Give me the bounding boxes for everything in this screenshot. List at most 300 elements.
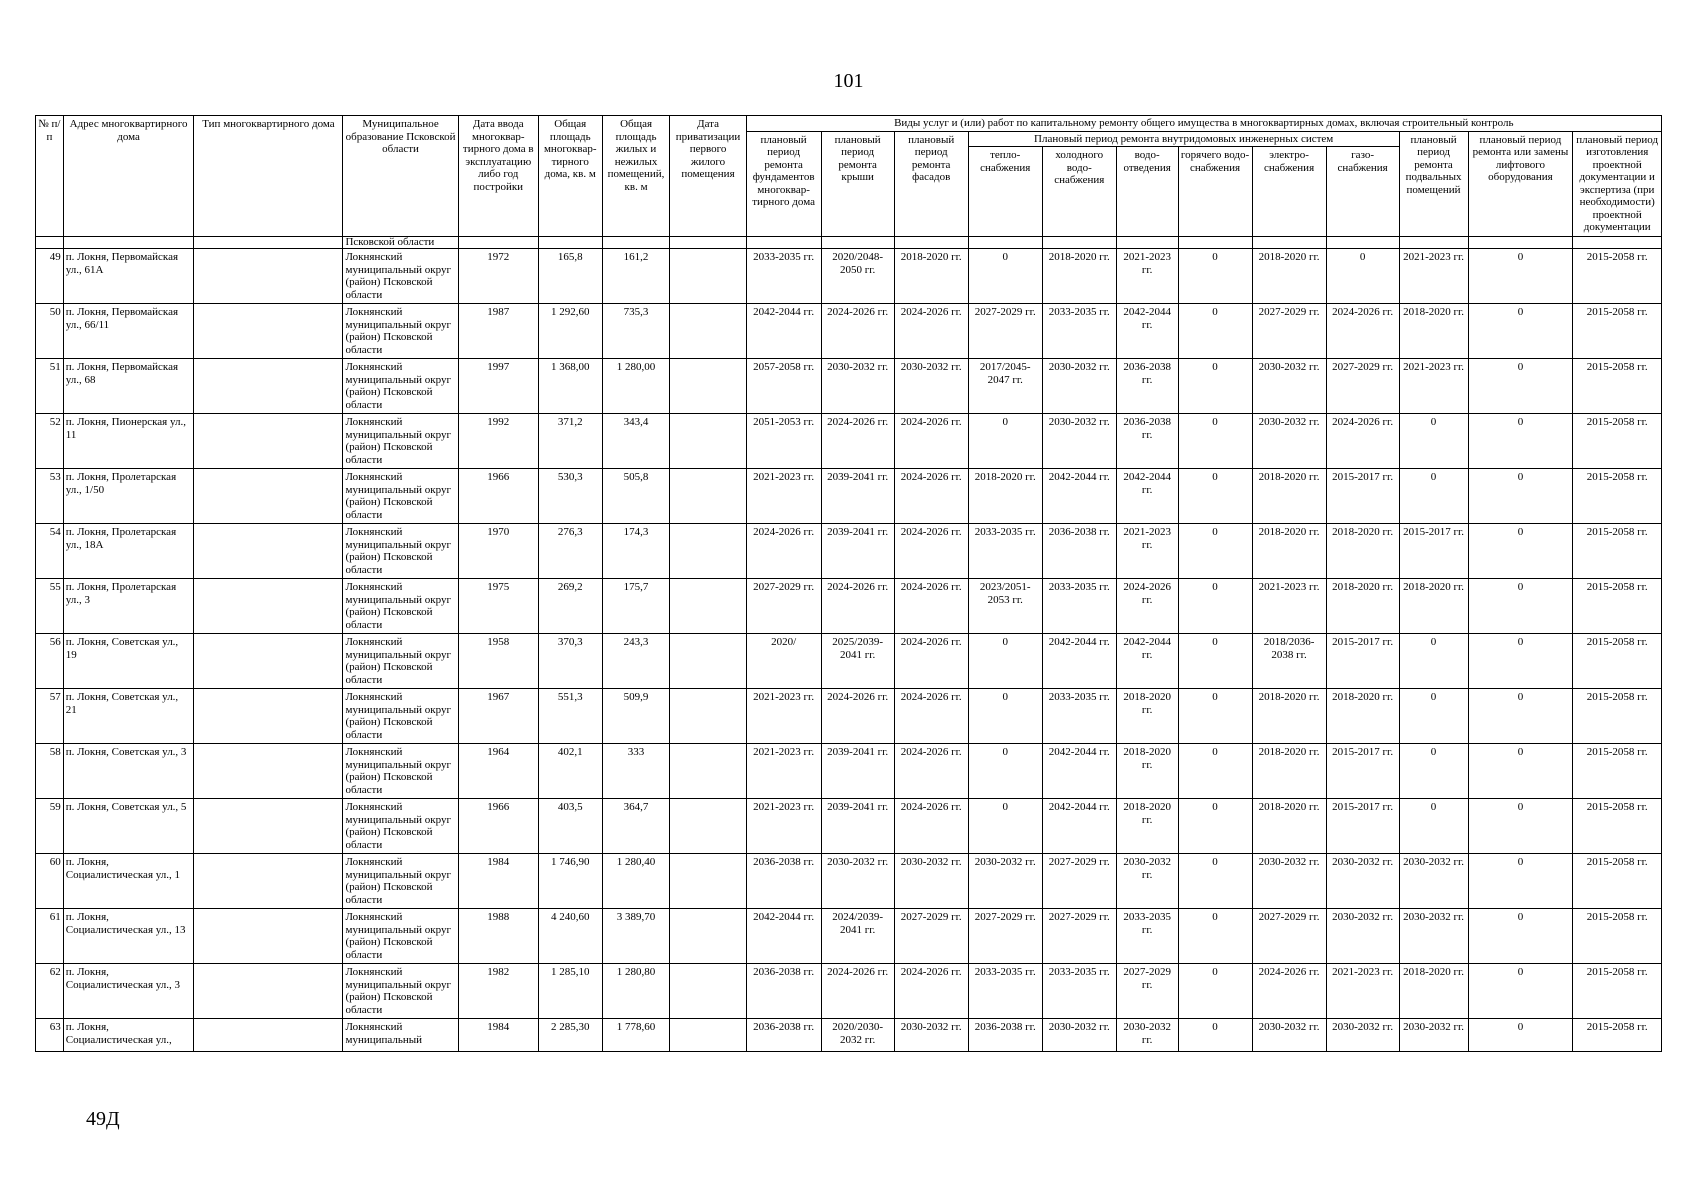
address-cell: п. Локня, Социалистическая ул., 3 xyxy=(63,964,194,1019)
municipality-cell: Локнянский муниципальный округ (район) Псковской области xyxy=(343,744,458,799)
cold-water-cell: 2030-2032 гг. xyxy=(1042,1019,1116,1052)
gas-cell: 2027-2029 гг. xyxy=(1326,359,1399,414)
row-number: 57 xyxy=(36,689,64,744)
heat-cell: 0 xyxy=(968,249,1042,304)
row-number: 61 xyxy=(36,909,64,964)
type-cell xyxy=(194,744,343,799)
type-cell xyxy=(194,909,343,964)
table-row xyxy=(36,469,1662,524)
header-hot-water: горячего водо-снабжения xyxy=(1178,147,1252,237)
hot-water-cell: 0 xyxy=(1178,634,1252,689)
total-area-cell: 1 285,10 xyxy=(538,964,602,1019)
row-number: 54 xyxy=(36,524,64,579)
roof-cell: 2024/2039-2041 гг. xyxy=(821,909,894,964)
total-area-cell: 370,3 xyxy=(538,634,602,689)
hot-water-cell: 0 xyxy=(1178,524,1252,579)
drainage-cell: 2024-2026 гг. xyxy=(1116,579,1178,634)
facade-cell: 2024-2026 гг. xyxy=(894,579,968,634)
address-cell: п. Локня, Первомайская ул., 61А xyxy=(63,249,194,304)
header-num: № п/п xyxy=(36,116,64,237)
heat-cell: 0 xyxy=(968,414,1042,469)
cold-water-cell: 2033-2035 гг. xyxy=(1042,579,1116,634)
privatization-cell xyxy=(670,689,746,744)
foundation-cell: 2024-2026 гг. xyxy=(746,524,821,579)
header-heat: тепло-снабжения xyxy=(968,147,1042,237)
cold-water-cell: 2036-2038 гг. xyxy=(1042,524,1116,579)
design-cell: 2015-2058 гг. xyxy=(1573,414,1662,469)
foundation-cell: 2021-2023 гг. xyxy=(746,469,821,524)
total-area-cell: 1 746,90 xyxy=(538,854,602,909)
header-basement: плановый период ремонта подвальных помещений xyxy=(1399,131,1468,237)
municipality-cell: Локнянский муниципальный округ (район) Псковской области xyxy=(343,249,458,304)
basement-cell: 0 xyxy=(1399,469,1468,524)
elevator-cell: 0 xyxy=(1468,469,1573,524)
drainage-cell: 2030-2032 гг. xyxy=(1116,1019,1178,1052)
drainage-cell: 2021-2023 гг. xyxy=(1116,524,1178,579)
roof-cell: 2024-2026 гг. xyxy=(821,689,894,744)
roof-cell: 2039-2041 гг. xyxy=(821,469,894,524)
date-cell: 1992 xyxy=(458,414,538,469)
roof-cell: 2024-2026 гг. xyxy=(821,414,894,469)
total-area-cell: 4 240,60 xyxy=(538,909,602,964)
table-row xyxy=(36,249,1662,304)
municipality-cell: Локнянский муниципальный округ (район) Псковской области xyxy=(343,964,458,1019)
row-number: 49 xyxy=(36,249,64,304)
total-area-cell: 371,2 xyxy=(538,414,602,469)
type-cell xyxy=(194,469,343,524)
header-foundation: плановый период ремонта фундаментов многоквар-тирного дома xyxy=(746,131,821,237)
municipality-cell: Локнянский муниципальный округ (район) Псковской области xyxy=(343,799,458,854)
gas-cell: 2018-2020 гг. xyxy=(1326,579,1399,634)
row-number: 52 xyxy=(36,414,64,469)
living-area-cell: 333 xyxy=(602,744,670,799)
heat-cell: 2018-2020 гг. xyxy=(968,469,1042,524)
table-row xyxy=(36,524,1662,579)
basement-cell: 2030-2032 гг. xyxy=(1399,854,1468,909)
header-municipality: Муниципальное образование Псковской области xyxy=(343,116,458,237)
hot-water-cell: 0 xyxy=(1178,854,1252,909)
facade-cell: 2027-2029 гг. xyxy=(894,909,968,964)
foundation-cell: 2027-2029 гг. xyxy=(746,579,821,634)
row-number: 53 xyxy=(36,469,64,524)
type-cell xyxy=(194,799,343,854)
drainage-cell: 2042-2044 гг. xyxy=(1116,304,1178,359)
type-cell xyxy=(194,524,343,579)
table-body xyxy=(36,237,1662,1052)
heat-cell: 2033-2035 гг. xyxy=(968,524,1042,579)
design-cell: 2015-2058 гг. xyxy=(1573,799,1662,854)
drainage-cell: 2036-2038 гг. xyxy=(1116,359,1178,414)
hot-water-cell: 0 xyxy=(1178,414,1252,469)
foundation-cell: 2021-2023 гг. xyxy=(746,689,821,744)
gas-cell: 2015-2017 гг. xyxy=(1326,634,1399,689)
table-row xyxy=(36,579,1662,634)
basement-cell: 0 xyxy=(1399,689,1468,744)
basement-cell: 2021-2023 гг. xyxy=(1399,359,1468,414)
electric-cell: 2027-2029 гг. xyxy=(1252,304,1326,359)
drainage-cell: 2042-2044 гг. xyxy=(1116,634,1178,689)
date-cell: 1972 xyxy=(458,249,538,304)
electric-cell: 2018-2020 гг. xyxy=(1252,689,1326,744)
header-type: Тип многоквартирного дома xyxy=(194,116,343,237)
foundation-cell: 2051-2053 гг. xyxy=(746,414,821,469)
foundation-cell: 2036-2038 гг. xyxy=(746,964,821,1019)
drainage-cell: 2042-2044 гг. xyxy=(1116,469,1178,524)
gas-cell: 2030-2032 гг. xyxy=(1326,854,1399,909)
address-cell: п. Локня, Советская ул., 3 xyxy=(63,744,194,799)
address-cell: п. Локня, Первомайская ул., 68 xyxy=(63,359,194,414)
basement-cell: 2030-2032 гг. xyxy=(1399,909,1468,964)
living-area-cell: 1 280,80 xyxy=(602,964,670,1019)
living-area-cell: 174,3 xyxy=(602,524,670,579)
elevator-cell: 0 xyxy=(1468,414,1573,469)
cold-water-cell: 2030-2032 гг. xyxy=(1042,414,1116,469)
living-area-cell: 364,7 xyxy=(602,799,670,854)
total-area-cell: 403,5 xyxy=(538,799,602,854)
heat-cell: 0 xyxy=(968,634,1042,689)
municipality-cell: Локнянский муниципальный округ (район) Псковской области xyxy=(343,689,458,744)
privatization-cell xyxy=(670,744,746,799)
electric-cell: 2018-2020 гг. xyxy=(1252,249,1326,304)
electric-cell: 2030-2032 гг. xyxy=(1252,414,1326,469)
drainage-cell: 2018-2020 гг. xyxy=(1116,744,1178,799)
privatization-cell xyxy=(670,414,746,469)
type-cell xyxy=(194,854,343,909)
header-living-area: Общая площадь жилых и нежилых помещений, кв. м xyxy=(602,116,670,237)
facade-cell: 2018-2020 гг. xyxy=(894,249,968,304)
table-row xyxy=(36,964,1662,1019)
design-cell: 2015-2058 гг. xyxy=(1573,1019,1662,1052)
basement-cell: 2018-2020 гг. xyxy=(1399,964,1468,1019)
heat-cell: 2033-2035 гг. xyxy=(968,964,1042,1019)
table-row xyxy=(36,854,1662,909)
municipality-cell: Локнянский муниципальный округ (район) Псковской области xyxy=(343,854,458,909)
foundation-cell: 2042-2044 гг. xyxy=(746,909,821,964)
header-cold-water: холодного водо-снабжения xyxy=(1042,147,1116,237)
date-cell: 1984 xyxy=(458,1019,538,1052)
roof-cell: 2020/2030-2032 гг. xyxy=(821,1019,894,1052)
elevator-cell: 0 xyxy=(1468,579,1573,634)
cold-water-cell: 2018-2020 гг. xyxy=(1042,249,1116,304)
hot-water-cell: 0 xyxy=(1178,744,1252,799)
privatization-cell xyxy=(670,909,746,964)
date-cell: 1958 xyxy=(458,634,538,689)
basement-cell: 2015-2017 гг. xyxy=(1399,524,1468,579)
gas-cell: 2024-2026 гг. xyxy=(1326,414,1399,469)
electric-cell: 2024-2026 гг. xyxy=(1252,964,1326,1019)
elevator-cell: 0 xyxy=(1468,359,1573,414)
municipality-cell: Локнянский муниципальный округ (район) Псковской области xyxy=(343,909,458,964)
gas-cell: 2018-2020 гг. xyxy=(1326,689,1399,744)
header-total-area: Общая площадь многоквар-тирного дома, кв. м xyxy=(538,116,602,237)
hot-water-cell: 0 xyxy=(1178,579,1252,634)
drainage-cell: 2021-2023 гг. xyxy=(1116,249,1178,304)
privatization-cell xyxy=(670,634,746,689)
cold-water-cell: 2033-2035 гг. xyxy=(1042,689,1116,744)
living-area-cell: 735,3 xyxy=(602,304,670,359)
municipality-cell: Локнянский муниципальный округ (район) Псковской области xyxy=(343,579,458,634)
privatization-cell xyxy=(670,799,746,854)
gas-cell: 2015-2017 гг. xyxy=(1326,744,1399,799)
table-row xyxy=(36,909,1662,964)
date-cell: 1987 xyxy=(458,304,538,359)
type-cell xyxy=(194,634,343,689)
address-cell: п. Локня, Советская ул., 21 xyxy=(63,689,194,744)
elevator-cell: 0 xyxy=(1468,964,1573,1019)
heat-cell: 0 xyxy=(968,689,1042,744)
living-area-cell: 175,7 xyxy=(602,579,670,634)
foundation-cell: 2021-2023 гг. xyxy=(746,799,821,854)
roof-cell: 2025/2039-2041 гг. xyxy=(821,634,894,689)
table-row xyxy=(36,304,1662,359)
continuation-row xyxy=(36,237,1662,249)
gas-cell: 2030-2032 гг. xyxy=(1326,1019,1399,1052)
design-cell: 2015-2058 гг. xyxy=(1573,909,1662,964)
roof-cell: 2039-2041 гг. xyxy=(821,799,894,854)
total-area-cell: 276,3 xyxy=(538,524,602,579)
cold-water-cell: 2042-2044 гг. xyxy=(1042,744,1116,799)
row-number: 51 xyxy=(36,359,64,414)
cold-water-cell: 2027-2029 гг. xyxy=(1042,909,1116,964)
header-elevator: плановый период ремонта или замены лифтового оборудования xyxy=(1468,131,1573,237)
date-cell: 1982 xyxy=(458,964,538,1019)
header-works-group: Виды услуг и (или) работ по капитальному ремонту общего имущества в многоквартирных домах, включая строительный контроль xyxy=(746,116,1661,132)
total-area-cell: 165,8 xyxy=(538,249,602,304)
table-row xyxy=(36,634,1662,689)
design-cell: 2015-2058 гг. xyxy=(1573,634,1662,689)
type-cell xyxy=(194,689,343,744)
cold-water-cell: 2042-2044 гг. xyxy=(1042,469,1116,524)
hot-water-cell: 0 xyxy=(1178,689,1252,744)
elevator-cell: 0 xyxy=(1468,524,1573,579)
total-area-cell: 402,1 xyxy=(538,744,602,799)
design-cell: 2015-2058 гг. xyxy=(1573,359,1662,414)
basement-cell: 0 xyxy=(1399,414,1468,469)
address-cell: п. Локня, Советская ул., 19 xyxy=(63,634,194,689)
design-cell: 2015-2058 гг. xyxy=(1573,854,1662,909)
date-cell: 1964 xyxy=(458,744,538,799)
basement-cell: 0 xyxy=(1399,744,1468,799)
type-cell xyxy=(194,1019,343,1052)
header-drainage: водо-отведения xyxy=(1116,147,1178,237)
heat-cell: 0 xyxy=(968,744,1042,799)
facade-cell: 2030-2032 гг. xyxy=(894,359,968,414)
basement-cell: 2021-2023 гг. xyxy=(1399,249,1468,304)
roof-cell: 2024-2026 гг. xyxy=(821,579,894,634)
electric-cell: 2018-2020 гг. xyxy=(1252,469,1326,524)
gas-cell: 2018-2020 гг. xyxy=(1326,524,1399,579)
electric-cell: 2018/2036-2038 гг. xyxy=(1252,634,1326,689)
facade-cell: 2024-2026 гг. xyxy=(894,799,968,854)
living-area-cell: 343,4 xyxy=(602,414,670,469)
facade-cell: 2030-2032 гг. xyxy=(894,1019,968,1052)
row-number: 50 xyxy=(36,304,64,359)
roof-cell: 2024-2026 гг. xyxy=(821,304,894,359)
type-cell xyxy=(194,964,343,1019)
drainage-cell: 2018-2020 гг. xyxy=(1116,799,1178,854)
living-area-cell: 243,3 xyxy=(602,634,670,689)
drainage-cell: 2027-2029 гг. xyxy=(1116,964,1178,1019)
drainage-cell: 2036-2038 гг. xyxy=(1116,414,1178,469)
municipality-cell: Локнянский муниципальный округ (район) Псковской области xyxy=(343,524,458,579)
address-cell: п. Локня, Пионерская ул., 11 xyxy=(63,414,194,469)
total-area-cell: 269,2 xyxy=(538,579,602,634)
elevator-cell: 0 xyxy=(1468,634,1573,689)
table-row xyxy=(36,799,1662,854)
total-area-cell: 1 368,00 xyxy=(538,359,602,414)
design-cell: 2015-2058 гг. xyxy=(1573,304,1662,359)
facade-cell: 2024-2026 гг. xyxy=(894,689,968,744)
header-gas: газо-снабжения xyxy=(1326,147,1399,237)
design-cell: 2015-2058 гг. xyxy=(1573,744,1662,799)
foundation-cell: 2057-2058 гг. xyxy=(746,359,821,414)
elevator-cell: 0 xyxy=(1468,909,1573,964)
municipality-cell: Локнянский муниципальный округ (район) Псковской области xyxy=(343,359,458,414)
living-area-cell: 505,8 xyxy=(602,469,670,524)
municipality-cell: Локнянский муниципальный округ (район) Псковской области xyxy=(343,414,458,469)
elevator-cell: 0 xyxy=(1468,744,1573,799)
date-cell: 1970 xyxy=(458,524,538,579)
drainage-cell: 2033-2035 гг. xyxy=(1116,909,1178,964)
hot-water-cell: 0 xyxy=(1178,359,1252,414)
address-cell: п. Локня, Пролетарская ул., 3 xyxy=(63,579,194,634)
heat-cell: 2027-2029 гг. xyxy=(968,304,1042,359)
basement-cell: 0 xyxy=(1399,634,1468,689)
privatization-cell xyxy=(670,854,746,909)
header-row-1 xyxy=(36,116,1662,132)
basement-cell: 0 xyxy=(1399,799,1468,854)
gas-cell: 0 xyxy=(1326,249,1399,304)
type-cell xyxy=(194,359,343,414)
date-cell: 1966 xyxy=(458,469,538,524)
total-area-cell: 2 285,30 xyxy=(538,1019,602,1052)
design-cell: 2015-2058 гг. xyxy=(1573,964,1662,1019)
privatization-cell xyxy=(670,469,746,524)
living-area-cell: 509,9 xyxy=(602,689,670,744)
header-date: Дата ввода многоквар-тирного дома в эксплуатацию либо год постройки xyxy=(458,116,538,237)
cold-water-cell: 2042-2044 гг. xyxy=(1042,634,1116,689)
municipality-cell: Локнянский муниципальный округ (район) Псковской области xyxy=(343,304,458,359)
heat-cell: 2027-2029 гг. xyxy=(968,909,1042,964)
elevator-cell: 0 xyxy=(1468,249,1573,304)
privatization-cell xyxy=(670,579,746,634)
type-cell xyxy=(194,579,343,634)
row-number: 55 xyxy=(36,579,64,634)
privatization-cell xyxy=(670,1019,746,1052)
design-cell: 2015-2058 гг. xyxy=(1573,524,1662,579)
gas-cell: 2015-2017 гг. xyxy=(1326,799,1399,854)
header-electric: электро-снабжения xyxy=(1252,147,1326,237)
facade-cell: 2024-2026 гг. xyxy=(894,634,968,689)
footer-code: 49Д xyxy=(86,1108,120,1130)
page-number: 101 xyxy=(833,70,864,92)
roof-cell: 2039-2041 гг. xyxy=(821,524,894,579)
gas-cell: 2021-2023 гг. xyxy=(1326,964,1399,1019)
design-cell: 2015-2058 гг. xyxy=(1573,579,1662,634)
municipality-cell: Локнянский муниципальный округ (район) Псковской области xyxy=(343,469,458,524)
heat-cell: 2036-2038 гг. xyxy=(968,1019,1042,1052)
row-number: 59 xyxy=(36,799,64,854)
privatization-cell xyxy=(670,524,746,579)
elevator-cell: 0 xyxy=(1468,304,1573,359)
heat-cell: 2017/2045-2047 гг. xyxy=(968,359,1042,414)
address-cell: п. Локня, Советская ул., 5 xyxy=(63,799,194,854)
design-cell: 2015-2058 гг. xyxy=(1573,689,1662,744)
gas-cell: 2015-2017 гг. xyxy=(1326,469,1399,524)
cold-water-cell: 2033-2035 гг. xyxy=(1042,964,1116,1019)
facade-cell: 2024-2026 гг. xyxy=(894,524,968,579)
electric-cell: 2030-2032 гг. xyxy=(1252,1019,1326,1052)
living-area-cell: 3 389,70 xyxy=(602,909,670,964)
heat-cell: 2030-2032 гг. xyxy=(968,854,1042,909)
privatization-cell xyxy=(670,964,746,1019)
electric-cell: 2030-2032 гг. xyxy=(1252,854,1326,909)
cold-water-cell: 2027-2029 гг. xyxy=(1042,854,1116,909)
date-cell: 1988 xyxy=(458,909,538,964)
electric-cell: 2021-2023 гг. xyxy=(1252,579,1326,634)
elevator-cell: 0 xyxy=(1468,689,1573,744)
date-cell: 1984 xyxy=(458,854,538,909)
electric-cell: 2030-2032 гг. xyxy=(1252,359,1326,414)
date-cell: 1997 xyxy=(458,359,538,414)
drainage-cell: 2030-2032 гг. xyxy=(1116,854,1178,909)
gas-cell: 2030-2032 гг. xyxy=(1326,909,1399,964)
heat-cell: 0 xyxy=(968,799,1042,854)
living-area-cell: 1 778,60 xyxy=(602,1019,670,1052)
row-number: 63 xyxy=(36,1019,64,1052)
basement-cell: 2018-2020 гг. xyxy=(1399,304,1468,359)
facade-cell: 2030-2032 гг. xyxy=(894,854,968,909)
header-privatization: Дата приватизации первого жилого помещения xyxy=(670,116,746,237)
hot-water-cell: 0 xyxy=(1178,469,1252,524)
row-number: 56 xyxy=(36,634,64,689)
electric-cell: 2018-2020 гг. xyxy=(1252,524,1326,579)
header-roof: плановый период ремонта крыши xyxy=(821,131,894,237)
electric-cell: 2018-2020 гг. xyxy=(1252,799,1326,854)
hot-water-cell: 0 xyxy=(1178,964,1252,1019)
address-cell: п. Локня, Социалистическая ул., xyxy=(63,1019,194,1052)
type-cell xyxy=(194,249,343,304)
foundation-cell: 2020/ xyxy=(746,634,821,689)
table-row xyxy=(36,414,1662,469)
header-facade: плановый период ремонта фасадов xyxy=(894,131,968,237)
electric-cell: 2027-2029 гг. xyxy=(1252,909,1326,964)
facade-cell: 2024-2026 гг. xyxy=(894,964,968,1019)
roof-cell: 2024-2026 гг. xyxy=(821,964,894,1019)
foundation-cell: 2042-2044 гг. xyxy=(746,304,821,359)
header-engineering-group: Плановый период ремонта внутридомовых инженерных систем xyxy=(968,131,1399,147)
electric-cell: 2018-2020 гг. xyxy=(1252,744,1326,799)
cold-water-cell: 2033-2035 гг. xyxy=(1042,304,1116,359)
table-row xyxy=(36,744,1662,799)
privatization-cell xyxy=(670,249,746,304)
address-cell: п. Локня, Пролетарская ул., 18А xyxy=(63,524,194,579)
elevator-cell: 0 xyxy=(1468,799,1573,854)
privatization-cell xyxy=(670,359,746,414)
capital-repair-table xyxy=(35,115,1662,1052)
address-cell: п. Локня, Первомайская ул., 66/11 xyxy=(63,304,194,359)
basement-cell: 2030-2032 гг. xyxy=(1399,1019,1468,1052)
foundation-cell: 2033-2035 гг. xyxy=(746,249,821,304)
date-cell: 1975 xyxy=(458,579,538,634)
roof-cell: 2020/2048-2050 гг. xyxy=(821,249,894,304)
roof-cell: 2030-2032 гг. xyxy=(821,359,894,414)
facade-cell: 2024-2026 гг. xyxy=(894,304,968,359)
design-cell: 2015-2058 гг. xyxy=(1573,249,1662,304)
facade-cell: 2024-2026 гг. xyxy=(894,469,968,524)
facade-cell: 2024-2026 гг. xyxy=(894,414,968,469)
foundation-cell: 2036-2038 гг. xyxy=(746,854,821,909)
